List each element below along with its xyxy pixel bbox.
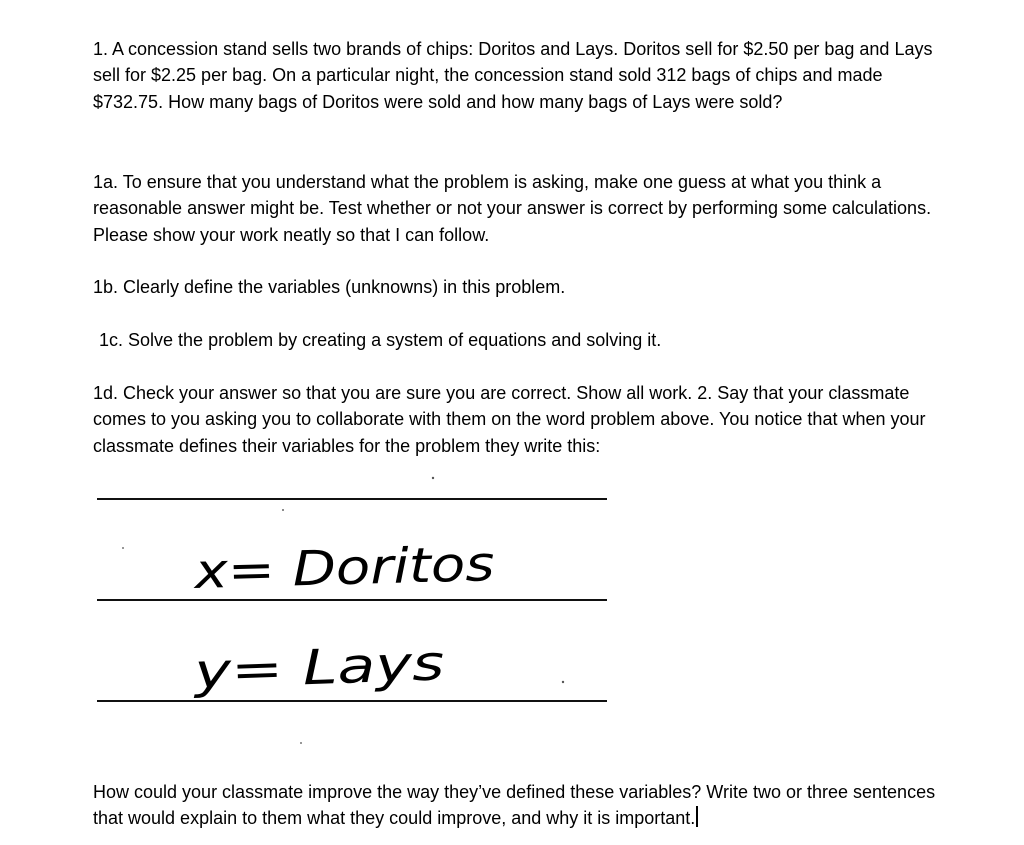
handwritten-line-1-text: x= Doritos xyxy=(193,537,452,600)
handwritten-line-1 xyxy=(192,536,496,600)
handwritten-variables-image xyxy=(93,470,613,755)
handwritten-line-2 xyxy=(191,635,445,700)
handwritten-line-2-text: y= Lays xyxy=(193,637,389,700)
reflection-prompt-text: How could your classmate improve the way they’ve defined these variables? Write two or three sentences that would explain to them what they could improve, and why it is important. xyxy=(93,782,936,829)
question-1d-and-2-text: 1d. Check your answer so that you are sure you are correct. Show all work. 2. Say that your classmate comes to you asking you to collaborate with them on the word problem above. You notice that when your classmate defines their variables for the problem they write this: xyxy=(93,383,926,456)
question-1-text: 1. A concession stand sells two brands of chips: Doritos and Lays. Doritos sell for $2.50 per bag and Lays sell for $2.25 per bag. On a particular night, the concession stand sold 312 bags of chips and made $732.75. How many bags of Doritos were sold and how many bags of Lays were sold? xyxy=(93,39,933,112)
text-cursor[interactable] xyxy=(696,806,698,827)
question-1c-text: 1c. Solve the problem by creating a system of equations and solving it. xyxy=(99,330,662,350)
question-1b-text: 1b. Clearly define the variables (unknowns) in this problem. xyxy=(93,277,566,297)
reflection-prompt xyxy=(93,779,953,832)
question-1a-text: 1a. To ensure that you understand what the problem is asking, make one guess at what you think a reasonable answer might be. Test whether or not your answer is correct by performing some calculations. Please show your work neatly so that I can follow. xyxy=(93,172,932,245)
